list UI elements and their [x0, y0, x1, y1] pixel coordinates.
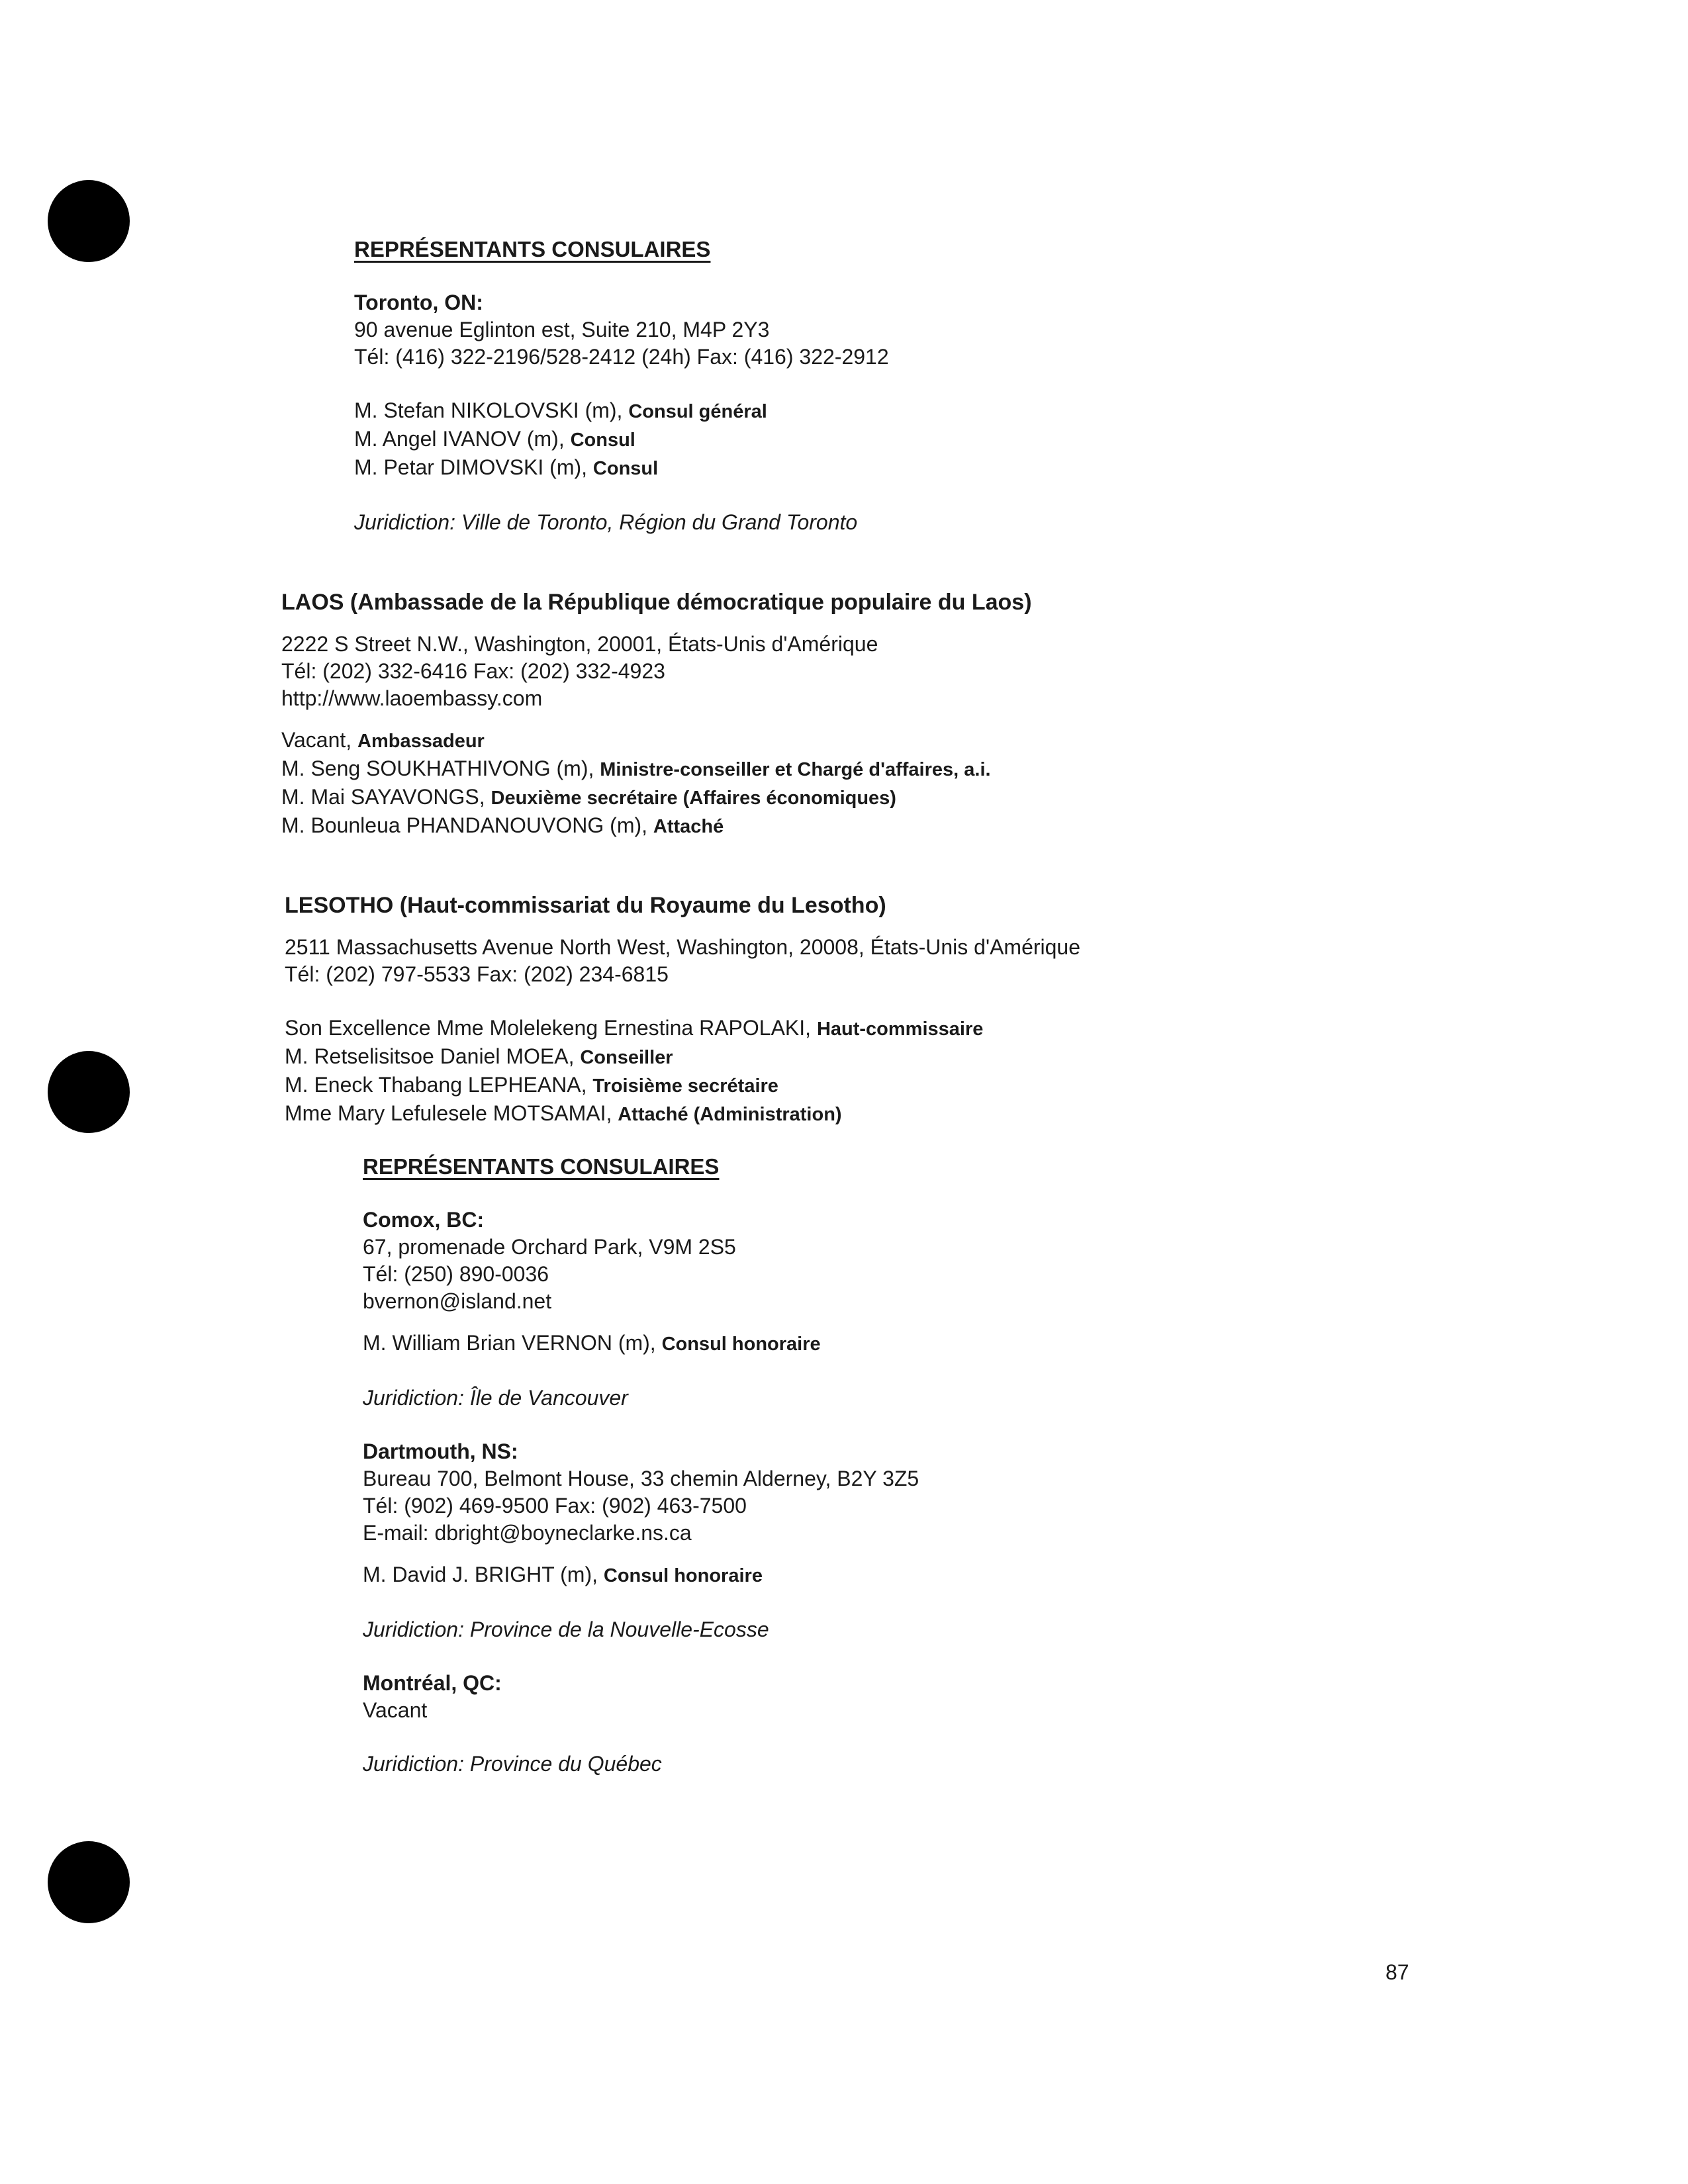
person-title: Consul honoraire: [661, 1334, 821, 1355]
person-name: M. David J. BRIGHT (m),: [363, 1563, 598, 1586]
person-title: Troisième secrétaire: [592, 1075, 778, 1097]
consulate-dartmouth: [363, 1438, 919, 1643]
person-name: M. Mai SAYAVONGS,: [281, 785, 485, 809]
jurisdiction: Juridiction: Ville de Toronto, Région du Grand Toronto: [354, 510, 858, 534]
person-name: Mme Mary Lefulesele MOTSAMAI,: [285, 1101, 612, 1125]
lesotho-section: [285, 892, 1080, 1128]
phone: Tél: (902) 469-9500 Fax: (902) 463-7500: [363, 1494, 747, 1518]
city-heading: Dartmouth, NS:: [363, 1439, 518, 1463]
city-heading: Comox, BC:: [363, 1208, 485, 1232]
binder-hole-bottom: [48, 1841, 130, 1923]
consulate-montreal: [363, 1670, 919, 1778]
person-title: Ambassadeur: [357, 731, 485, 752]
city-heading: Montréal, QC:: [363, 1671, 502, 1695]
address: 90 avenue Eglinton est, Suite 210, M4P 2Y3: [354, 318, 770, 341]
person-name: Vacant,: [281, 728, 352, 752]
country-heading: LAOS (Ambassade de la République démocratique populaire du Laos): [281, 590, 1032, 615]
person-title: Ministre-conseiller et Chargé d'affaires, a.i.: [600, 759, 991, 780]
person-title: Consul honoraire: [603, 1565, 763, 1586]
person-name: M. Angel IVANOV (m),: [354, 427, 565, 451]
status: Vacant: [363, 1698, 428, 1722]
person-name: M. Seng SOUKHATHIVONG (m),: [281, 756, 594, 780]
jurisdiction: Juridiction: Île de Vancouver: [363, 1386, 628, 1410]
person-entry: [281, 784, 1032, 812]
person-name: M. Stefan NIKOLOVSKI (m),: [354, 398, 623, 422]
person-title: Consul: [570, 430, 635, 451]
binder-hole-middle: [48, 1051, 130, 1133]
person-title: Consul général: [628, 401, 767, 422]
person-title: Consul: [592, 458, 659, 479]
email: bvernon@island.net: [363, 1289, 552, 1313]
person-name: M. William Brian VERNON (m),: [363, 1331, 656, 1355]
phone: Tél: (202) 332-6416 Fax: (202) 332-4923: [281, 659, 665, 683]
address: Bureau 700, Belmont House, 33 chemin Alderney, B2Y 3Z5: [363, 1467, 919, 1490]
jurisdiction: Juridiction: Province du Québec: [363, 1752, 662, 1776]
person-name: M. Bounleua PHANDANOUVONG (m),: [281, 813, 648, 837]
person-name: Son Excellence Mme Molelekeng Ernestina RAPOLAKI,: [285, 1016, 812, 1040]
address: 2511 Massachusetts Avenue North West, Washington, 20008, États-Unis d'Amérique: [285, 935, 1081, 959]
person-title: Attaché (Administration): [618, 1104, 842, 1125]
person-entry: [281, 727, 1032, 755]
website: http://www.laoembassy.com: [281, 686, 543, 710]
person-name: M. Eneck Thabang LEPHEANA,: [285, 1073, 587, 1097]
address: 2222 S Street N.W., Washington, 20001, États-Unis d'Amérique: [281, 632, 878, 656]
binder-hole-top: [48, 180, 130, 262]
person-entry: [285, 1043, 1080, 1071]
address: 67, promenade Orchard Park, V9M 2S5: [363, 1235, 736, 1259]
phone: Tél: (416) 322-2196/528-2412 (24h) Fax: (416) 322-2912: [354, 345, 889, 369]
person-entry: [285, 1071, 1080, 1100]
lesotho-consular-section: [363, 1153, 919, 1778]
person-name: M. Petar DIMOVSKI (m),: [354, 455, 588, 479]
person-entry: [354, 426, 889, 454]
city-heading: Toronto, ON:: [354, 291, 483, 314]
section-heading: REPRÉSENTANTS CONSULAIRES: [354, 237, 711, 261]
person-title: Deuxième secrétaire (Affaires économiques): [491, 788, 896, 809]
person-title: Conseiller: [580, 1047, 673, 1068]
laos-section: [281, 589, 1032, 841]
consulate-comox: [363, 1206, 919, 1412]
person-entry: [281, 812, 1032, 841]
person-title: Attaché: [653, 816, 724, 837]
person-entry: [363, 1330, 919, 1358]
email: E-mail: dbright@boyneclarke.ns.ca: [363, 1521, 692, 1545]
person-entry: [354, 397, 889, 426]
section-heading: REPRÉSENTANTS CONSULAIRES: [363, 1154, 720, 1179]
jurisdiction: Juridiction: Province de la Nouvelle-Ecosse: [363, 1617, 769, 1641]
person-name: M. Retselisitsoe Daniel MOEA,: [285, 1044, 575, 1068]
toronto-consular-section: [354, 236, 889, 536]
person-title: Haut-commissaire: [816, 1019, 984, 1040]
person-entry: [281, 755, 1032, 784]
person-entry: [285, 1015, 1080, 1043]
page-number: 87: [1385, 1960, 1409, 1984]
person-entry: [285, 1100, 1080, 1128]
country-heading: LESOTHO (Haut-commissariat du Royaume du Lesotho): [285, 893, 886, 918]
person-entry: [354, 454, 889, 482]
phone: Tél: (250) 890-0036: [363, 1262, 549, 1286]
person-entry: [363, 1561, 919, 1590]
phone: Tél: (202) 797-5533 Fax: (202) 234-6815: [285, 962, 669, 986]
